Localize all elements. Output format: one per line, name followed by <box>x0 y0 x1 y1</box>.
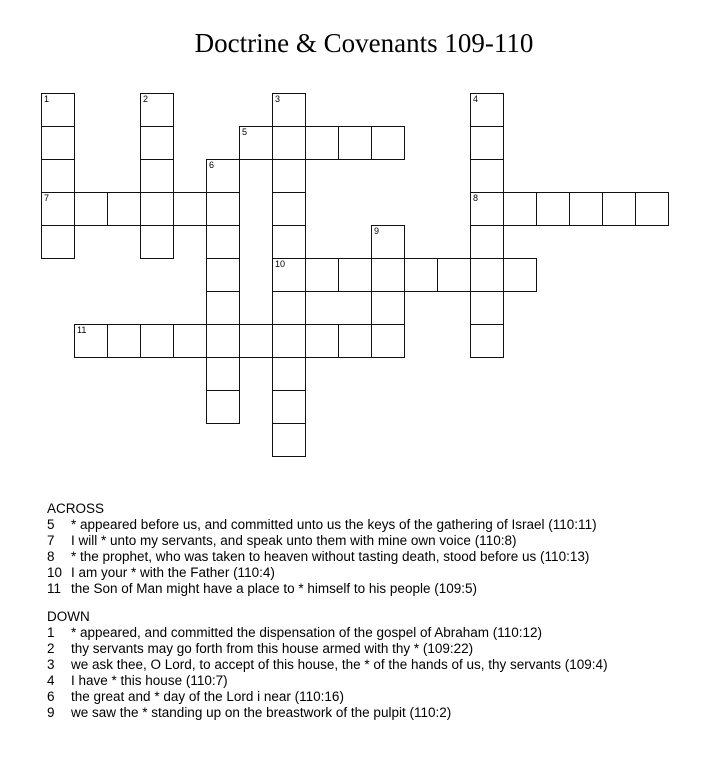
grid-cell[interactable] <box>206 192 240 226</box>
grid-cell[interactable] <box>371 126 405 160</box>
clue-text: I will * unto my servants, and speak unto them with mine own voice (110:8) <box>71 533 517 548</box>
grid-cell[interactable] <box>272 390 306 424</box>
across-heading: ACROSS <box>47 501 105 516</box>
grid-cell[interactable] <box>239 126 273 160</box>
clue-text: we ask thee, O Lord, to accept of this house, the * of the hands of us, thy servants (109:4) <box>71 657 608 672</box>
grid-cell[interactable] <box>305 258 339 292</box>
grid-cell[interactable] <box>206 291 240 325</box>
grid-cell[interactable] <box>41 225 75 259</box>
grid-cell[interactable] <box>305 324 339 358</box>
across-clue <box>47 549 717 565</box>
grid-cell[interactable] <box>140 192 174 226</box>
clue-number: 10 <box>275 259 286 269</box>
grid-cell[interactable] <box>569 192 603 226</box>
grid-cell[interactable] <box>338 126 372 160</box>
grid-cell[interactable] <box>371 324 405 358</box>
grid-cell[interactable] <box>371 258 405 292</box>
clue-text: we saw the * standing up on the breastwork of the pulpit (110:2) <box>71 705 452 720</box>
grid-cell[interactable] <box>173 192 207 226</box>
down-clue <box>47 673 717 689</box>
grid-cell[interactable] <box>371 291 405 325</box>
grid-cell[interactable] <box>437 258 471 292</box>
down-heading: DOWN <box>47 609 90 624</box>
grid-cell[interactable] <box>107 192 141 226</box>
grid-cell[interactable] <box>107 324 141 358</box>
grid-cell[interactable] <box>503 258 537 292</box>
clue-text: * the prophet, who was taken to heaven without tasting death, stood before us (110:13) <box>71 549 590 564</box>
clue-num: 5 <box>47 517 55 532</box>
grid-cell[interactable] <box>272 93 306 127</box>
grid-cell[interactable] <box>206 390 240 424</box>
clue-list <box>47 501 717 721</box>
clue-text: I am your * with the Father (110:4) <box>71 565 275 580</box>
down-clue <box>47 705 717 721</box>
clue-text: the great and * day of the Lord i near (110:16) <box>71 689 344 704</box>
grid-cell[interactable] <box>470 225 504 259</box>
grid-cell[interactable] <box>140 324 174 358</box>
clue-num: 10 <box>47 565 63 580</box>
grid-cell[interactable] <box>470 324 504 358</box>
grid-cell[interactable] <box>74 192 108 226</box>
grid-cell[interactable] <box>206 324 240 358</box>
across-clues <box>47 517 717 597</box>
grid-cell[interactable] <box>272 258 306 292</box>
grid-cell[interactable] <box>74 324 108 358</box>
grid-cell[interactable] <box>470 126 504 160</box>
clue-num: 7 <box>47 533 55 548</box>
grid-cell[interactable] <box>41 159 75 193</box>
grid-cell[interactable] <box>635 192 669 226</box>
clue-num: 1 <box>47 625 55 640</box>
clue-number: 9 <box>374 226 380 236</box>
clue-number: 11 <box>77 325 87 335</box>
clue-num: 8 <box>47 549 55 564</box>
clue-num: 9 <box>47 705 55 720</box>
clue-text: thy servants may go forth from this house armed with thy * (109:22) <box>71 641 474 656</box>
across-clue <box>47 517 717 533</box>
grid-cell[interactable] <box>272 225 306 259</box>
grid-cell[interactable] <box>206 357 240 391</box>
grid-cell[interactable] <box>305 126 339 160</box>
down-clue <box>47 689 717 705</box>
clue-text: * appeared before us, and committed unto us the keys of the gathering of Israel (110:11) <box>71 517 597 532</box>
clue-num: 2 <box>47 641 55 656</box>
grid-cell[interactable] <box>140 159 174 193</box>
clue-text: * appeared, and committed the dispensation of the gospel of Abraham (110:12) <box>71 625 543 640</box>
down-clue <box>47 641 717 657</box>
grid-cell[interactable] <box>536 192 570 226</box>
clue-num: 4 <box>47 673 55 688</box>
grid-cell[interactable] <box>272 126 306 160</box>
down-clues <box>47 625 717 721</box>
grid-cell[interactable] <box>602 192 636 226</box>
clue-number: 4 <box>473 94 479 104</box>
grid-cell[interactable] <box>470 258 504 292</box>
grid-cell[interactable] <box>41 93 75 127</box>
clue-num: 3 <box>47 657 55 672</box>
clue-number: 8 <box>473 193 479 203</box>
grid-cell[interactable] <box>272 192 306 226</box>
grid-cell[interactable] <box>206 258 240 292</box>
grid-cell[interactable] <box>470 159 504 193</box>
clue-number: 1 <box>44 94 50 104</box>
grid-cell[interactable] <box>272 324 306 358</box>
grid-cell[interactable] <box>503 192 537 226</box>
clue-num: 6 <box>47 689 55 704</box>
grid-cell[interactable] <box>371 225 405 259</box>
clue-number: 7 <box>44 193 50 203</box>
grid-cell[interactable] <box>272 357 306 391</box>
grid-cell[interactable] <box>338 324 372 358</box>
down-clue <box>47 657 717 673</box>
grid-cell[interactable] <box>140 225 174 259</box>
puzzle-title: Doctrine & Covenants 109-110 <box>194 28 534 58</box>
clue-number: 3 <box>275 94 281 104</box>
grid-cell[interactable] <box>239 324 273 358</box>
grid-cell[interactable] <box>41 192 75 226</box>
grid-cell[interactable] <box>470 93 504 127</box>
grid-cell[interactable] <box>140 93 174 127</box>
across-clue <box>47 565 717 581</box>
grid-cell[interactable] <box>272 423 306 457</box>
grid-cell[interactable] <box>470 192 504 226</box>
across-clue <box>47 581 717 597</box>
grid-cell[interactable] <box>272 159 306 193</box>
across-clue <box>47 533 717 549</box>
grid-cell[interactable] <box>140 126 174 160</box>
grid-cell[interactable] <box>206 159 240 193</box>
grid-cell[interactable] <box>206 225 240 259</box>
clue-number: 6 <box>209 160 215 170</box>
clue-number: 5 <box>242 127 248 137</box>
down-clue <box>47 625 717 641</box>
clue-num: 11 <box>47 581 62 596</box>
clue-number: 2 <box>143 94 149 104</box>
grid-cell[interactable] <box>272 291 306 325</box>
clue-text: I have * this house (110:7) <box>71 673 228 688</box>
clue-text: the Son of Man might have a place to * himself to his people (109:5) <box>71 581 477 596</box>
grid-cell[interactable] <box>173 324 207 358</box>
grid-cell[interactable] <box>404 258 438 292</box>
grid-cell[interactable] <box>41 126 75 160</box>
grid-cell[interactable] <box>470 291 504 325</box>
grid-cell[interactable] <box>338 258 372 292</box>
